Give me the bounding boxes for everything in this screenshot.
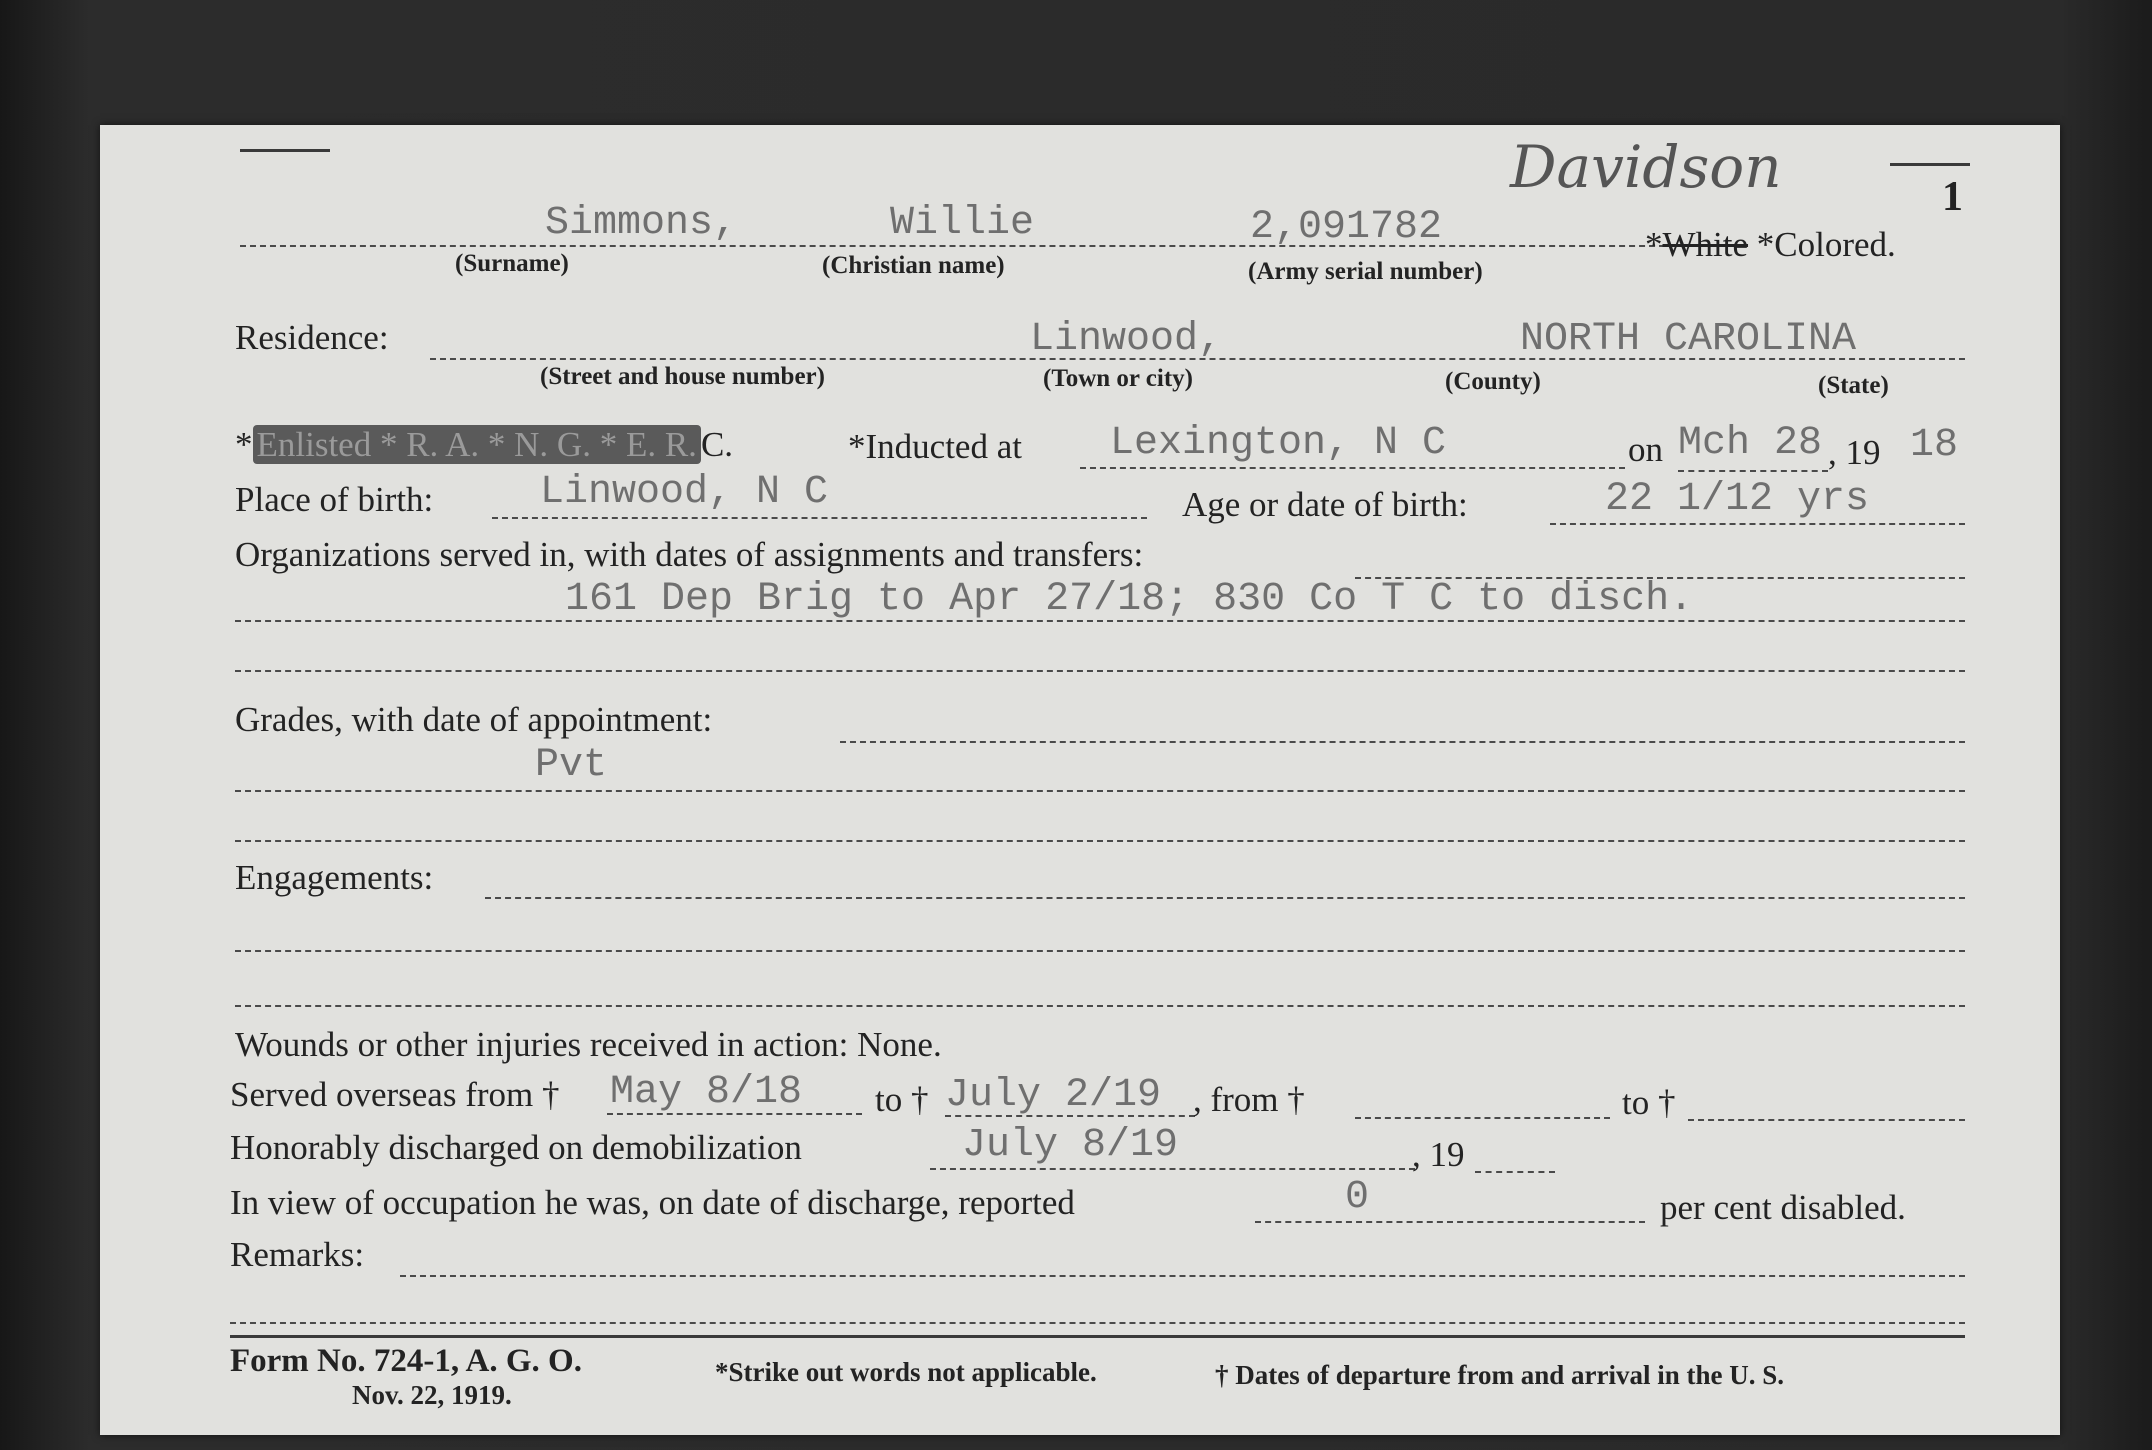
card-number: 1	[1942, 174, 1963, 220]
inducted-date-line	[1678, 470, 1828, 472]
overseas-to-label: to †	[875, 1080, 929, 1119]
discharge-date-value: July 8/19	[962, 1123, 1179, 1168]
birth-place-line	[492, 517, 1147, 519]
strike-note: *Strike out words not applicable.	[715, 1357, 1097, 1387]
footer-rule	[230, 1335, 1965, 1338]
inducted-place-value: Lexington, N C	[1110, 421, 1447, 466]
overseas-from-value: May 8/18	[610, 1070, 803, 1115]
card-number-rule	[1890, 163, 1970, 166]
year-suffix-value: 18	[1910, 423, 1959, 468]
overseas-from2-line	[1355, 1117, 1610, 1119]
residence-label: Residence:	[235, 318, 389, 357]
overseas-to2-label: to †	[1622, 1083, 1676, 1122]
form-number: Form No. 724-1, A. G. O.	[230, 1343, 582, 1379]
grades-line-3	[235, 840, 1965, 842]
grades-label: Grades, with date of appointment:	[235, 700, 713, 739]
age-line	[1550, 523, 1965, 525]
race-colored: Colored.	[1774, 225, 1896, 264]
race-star-2: *	[1756, 225, 1775, 264]
disabled-label: per cent disabled.	[1660, 1188, 1906, 1227]
enlisted-star: *	[235, 425, 253, 464]
organizations-label: Organizations served in, with dates of assignments and transfers:	[235, 535, 1144, 574]
age-value: 22 1/12 yrs	[1605, 477, 1870, 522]
engagements-line-3	[235, 1005, 1965, 1007]
caption-state: (State)	[1818, 372, 1889, 399]
birth-label: Place of birth:	[235, 480, 434, 519]
discharge-year-line	[1475, 1171, 1555, 1173]
remarks-label: Remarks:	[230, 1235, 365, 1274]
engagements-label: Engagements:	[235, 858, 434, 897]
overseas-to2-line	[1688, 1119, 1965, 1121]
inducted-label: *Inducted at	[848, 427, 1022, 466]
discharge-line	[930, 1168, 1415, 1170]
inducted-place-line	[1080, 467, 1625, 469]
grades-line-2	[235, 790, 1965, 792]
organizations-line-3	[235, 670, 1965, 672]
remarks-line-2	[230, 1322, 1965, 1324]
discharge-year: , 19	[1412, 1135, 1465, 1174]
birth-place-value: Linwood, N C	[540, 470, 829, 515]
surname-value: Simmons,	[545, 201, 738, 246]
discharge-label: Honorably discharged on demobilization	[230, 1128, 802, 1167]
residence-state-value: NORTH CAROLINA	[1520, 317, 1857, 362]
overseas-to-value: July 2/19	[945, 1073, 1162, 1118]
inducted-date-value: Mch 28	[1678, 421, 1823, 466]
remarks-line-1	[400, 1275, 1965, 1277]
caption-town: (Town or city)	[1043, 365, 1193, 392]
residence-town-value: Linwood,	[1030, 317, 1223, 362]
year-prefix: , 19	[1828, 433, 1881, 472]
caption-county: (County)	[1445, 368, 1541, 395]
top-left-rule	[240, 149, 330, 152]
form-date: Nov. 22, 1919.	[352, 1380, 512, 1410]
christian-name-value: Willie	[890, 201, 1035, 246]
caption-street: (Street and house number)	[540, 363, 825, 390]
enlisted-struck-out: Enlisted * R. A. * N. G. * E. R.	[253, 425, 701, 464]
age-label: Age or date of birth:	[1182, 485, 1468, 524]
engagements-line-2	[235, 950, 1965, 952]
enlisted-tail: C.	[700, 425, 734, 464]
caption-christian-name: (Christian name)	[822, 252, 1005, 279]
on-label: on	[1628, 430, 1663, 469]
wounds-label: Wounds or other injuries received in action: None.	[235, 1025, 942, 1064]
overseas-from2-label: , from †	[1193, 1080, 1305, 1119]
serial-number-value: 2,091782	[1250, 205, 1443, 250]
overseas-label: Served overseas from †	[230, 1075, 560, 1114]
race-star-1: *	[1645, 225, 1663, 264]
disabled-line	[1255, 1221, 1645, 1223]
enlisted-field	[235, 425, 733, 465]
organizations-value: 161 Dep Brig to Apr 27/18; 830 Co T C to disch.	[565, 577, 1694, 622]
race-white-struck: White	[1662, 225, 1749, 264]
disabled-value: 0	[1345, 1175, 1370, 1220]
handwritten-county: Davidson	[1510, 133, 1782, 201]
dates-note: † Dates of departure from and arrival in the U. S.	[1215, 1360, 1784, 1390]
occupation-label: In view of occupation he was, on date of discharge, reported	[230, 1183, 1075, 1222]
race-field	[1645, 225, 1896, 265]
caption-serial-number: (Army serial number)	[1248, 258, 1483, 285]
grades-line-1	[840, 741, 1965, 743]
engagements-line-1	[485, 897, 1965, 899]
service-record-card	[100, 125, 2060, 1435]
grades-value: Pvt	[535, 743, 608, 788]
caption-surname: (Surname)	[455, 250, 569, 277]
